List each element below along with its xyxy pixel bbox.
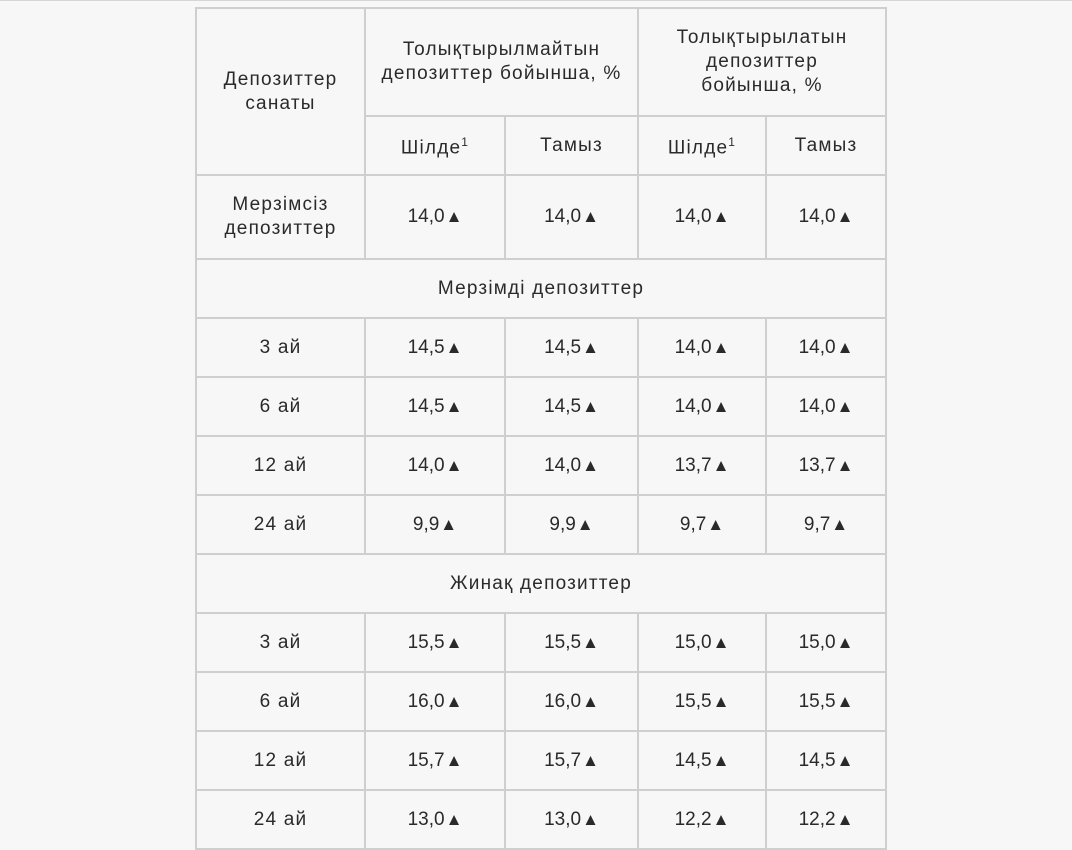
rate-value-cell	[365, 377, 505, 436]
up-triangle-icon: ▲	[582, 396, 599, 416]
term-label: 6 ай	[196, 672, 365, 731]
rate-value-cell	[365, 790, 505, 849]
up-triangle-icon: ▲	[707, 514, 725, 534]
rate-value-cell	[505, 613, 638, 672]
up-triangle-icon: ▲	[445, 632, 463, 652]
up-triangle-icon: ▲	[582, 750, 599, 770]
up-triangle-icon: ▲	[445, 691, 463, 711]
up-triangle-icon: ▲	[831, 514, 849, 534]
term-label: 3 ай	[196, 318, 365, 377]
up-triangle-icon: ▲	[582, 207, 599, 226]
rate-value-cell	[505, 495, 638, 554]
month-august-header-2: Тамыз	[766, 116, 886, 175]
term-label: 3 ай	[196, 613, 365, 672]
up-triangle-icon: ▲	[445, 750, 463, 770]
rate-value-cell	[365, 175, 505, 259]
term-label: 24 ай	[196, 495, 365, 554]
section-row	[196, 554, 886, 613]
table-row	[196, 731, 886, 790]
table-row	[196, 613, 886, 672]
rate-value: 15,5	[407, 631, 445, 653]
up-triangle-icon: ▲	[836, 455, 854, 475]
up-triangle-icon: ▲	[582, 809, 599, 829]
up-triangle-icon: ▲	[836, 809, 854, 829]
up-triangle-icon: ▲	[836, 396, 854, 416]
rate-value: 13,0	[544, 808, 582, 830]
up-triangle-icon: ▲	[712, 207, 730, 226]
rate-value: 13,7	[798, 454, 836, 476]
table-row	[196, 318, 886, 377]
rate-value: 14,0	[798, 336, 836, 358]
up-triangle-icon: ▲	[712, 691, 730, 711]
rate-value: 14,0	[674, 206, 712, 227]
rate-value-cell	[638, 613, 766, 672]
rate-value-cell	[365, 613, 505, 672]
up-triangle-icon: ▲	[712, 396, 730, 416]
rate-value-cell	[766, 790, 886, 849]
rate-value: 14,5	[798, 749, 836, 771]
up-triangle-icon: ▲	[712, 337, 730, 357]
up-triangle-icon: ▲	[836, 632, 854, 652]
rate-value: 15,7	[544, 749, 582, 771]
rate-value-cell	[365, 495, 505, 554]
table-row	[196, 175, 886, 259]
rate-value: 12,2	[798, 808, 836, 830]
rate-value-cell	[766, 495, 886, 554]
rate-value-cell	[505, 672, 638, 731]
up-triangle-icon: ▲	[836, 337, 854, 357]
rate-value-cell	[365, 731, 505, 790]
rate-value: 15,0	[674, 631, 712, 653]
rate-value-cell	[638, 318, 766, 377]
rate-value-cell	[638, 790, 766, 849]
rate-value-cell	[638, 175, 766, 259]
up-triangle-icon: ▲	[445, 207, 463, 226]
rate-value-cell	[505, 790, 638, 849]
rate-value: 16,0	[407, 690, 445, 712]
rate-value-cell	[766, 175, 886, 259]
up-triangle-icon: ▲	[712, 632, 730, 652]
up-triangle-icon: ▲	[712, 809, 730, 829]
rate-value-cell	[505, 318, 638, 377]
rate-value-cell	[365, 318, 505, 377]
up-triangle-icon: ▲	[712, 455, 730, 475]
rate-value: 14,0	[798, 206, 836, 227]
rate-value: 9,7	[803, 513, 831, 535]
replenishable-header: Толықтырылатын депозиттер бойынша, %	[638, 8, 886, 116]
top-border-line	[0, 0, 1072, 1]
rate-value: 12,2	[674, 808, 712, 830]
up-triangle-icon: ▲	[836, 207, 854, 226]
rate-value: 14,5	[544, 336, 582, 358]
rate-value: 9,9	[549, 513, 576, 535]
rate-value-cell	[766, 318, 886, 377]
up-triangle-icon: ▲	[445, 809, 463, 829]
rate-value: 14,0	[674, 395, 712, 417]
rate-value-cell	[766, 731, 886, 790]
rate-value-cell	[766, 672, 886, 731]
rate-value-cell	[766, 613, 886, 672]
rate-value-cell	[638, 731, 766, 790]
rate-value-cell	[505, 731, 638, 790]
rate-value: 15,5	[544, 631, 582, 653]
up-triangle-icon: ▲	[712, 750, 730, 770]
table-row	[196, 377, 886, 436]
table-row	[196, 436, 886, 495]
up-triangle-icon: ▲	[582, 337, 599, 357]
rate-value: 15,5	[798, 690, 836, 712]
rate-value: 14,5	[407, 395, 445, 417]
rate-value-cell	[638, 436, 766, 495]
term-label: 24 ай	[196, 790, 365, 849]
rate-value-cell	[505, 175, 638, 259]
rate-value: 14,0	[674, 336, 712, 358]
rate-value: 9,7	[679, 513, 707, 535]
rate-value-cell	[505, 436, 638, 495]
header-row-groups	[196, 8, 886, 116]
rate-value: 13,0	[407, 808, 445, 830]
rate-value-cell	[638, 495, 766, 554]
up-triangle-icon: ▲	[836, 691, 854, 711]
up-triangle-icon: ▲	[440, 514, 458, 534]
month-august-header-1: Тамыз	[505, 116, 638, 175]
rate-value-cell	[365, 672, 505, 731]
term-label: 12 ай	[196, 731, 365, 790]
rate-value: 14,0	[407, 206, 445, 227]
table-row	[196, 672, 886, 731]
rate-value-cell	[638, 377, 766, 436]
rate-value-cell	[766, 377, 886, 436]
month-july-header-1: Шілде$^1$	[365, 116, 505, 175]
up-triangle-icon: ▲	[445, 337, 463, 357]
up-triangle-icon: ▲	[445, 455, 463, 475]
term-label: 12 ай	[196, 436, 365, 495]
table-row	[196, 790, 886, 849]
month-july-header-2: Шілде$^1$	[638, 116, 766, 175]
deposit-rates-table	[195, 7, 887, 850]
rate-value: 9,9	[412, 513, 440, 535]
rate-value: 16,0	[544, 690, 582, 712]
term-label: 6 ай	[196, 377, 365, 436]
section-title: Жинақ депозиттер	[196, 554, 886, 613]
rate-value-cell	[365, 436, 505, 495]
rate-value: 14,5	[407, 336, 445, 358]
up-triangle-icon: ▲	[582, 632, 599, 652]
term-label-demand: Мерзімсіз депозиттер	[196, 175, 365, 259]
rate-value-cell	[766, 436, 886, 495]
up-triangle-icon: ▲	[576, 514, 594, 534]
section-title: Мерзімді депозиттер	[196, 259, 886, 318]
rate-value: 14,0	[798, 395, 836, 417]
up-triangle-icon: ▲	[582, 691, 599, 711]
table-row	[196, 495, 886, 554]
section-row	[196, 259, 886, 318]
category-header: Депозиттер санаты	[196, 8, 365, 175]
non-replenishable-header: Толықтырылмайтын депозиттер бойынша, %	[365, 8, 638, 116]
rate-value: 15,7	[407, 749, 445, 771]
rate-value-cell	[505, 377, 638, 436]
rate-value: 14,5	[674, 749, 712, 771]
rate-value: 14,0	[544, 206, 582, 227]
up-triangle-icon: ▲	[582, 455, 599, 475]
rate-value: 14,5	[544, 395, 582, 417]
up-triangle-icon: ▲	[836, 750, 854, 770]
rate-value: 13,7	[674, 454, 712, 476]
rate-value: 14,0	[407, 454, 445, 476]
rate-value: 15,5	[674, 690, 712, 712]
rate-value: 14,0	[544, 454, 582, 476]
up-triangle-icon: ▲	[445, 396, 463, 416]
rate-value-cell	[638, 672, 766, 731]
rate-value: 15,0	[798, 631, 836, 653]
